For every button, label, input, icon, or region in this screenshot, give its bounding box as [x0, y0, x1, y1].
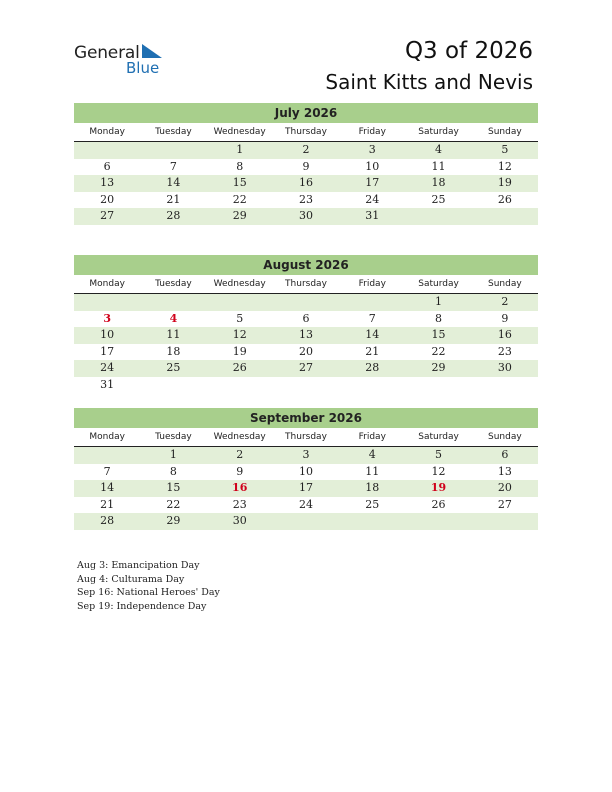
day-cell: 23 [497, 344, 512, 358]
weekday-label: Monday [89, 279, 125, 289]
day-cell: 29 [166, 514, 181, 527]
day-cell [472, 208, 538, 225]
day-cell: 22 [166, 497, 181, 511]
weekday-header-row [74, 276, 538, 294]
weekday-label: Thursday [285, 279, 327, 289]
day-cell: 7 [169, 159, 177, 173]
day-cell: 16 [298, 176, 313, 189]
day-cell: 14 [100, 481, 115, 494]
day-cell: 24 [100, 361, 115, 374]
day-cell: 8 [236, 159, 244, 173]
weekday-label: Sunday [487, 279, 522, 289]
weekday-label: Saturday [418, 127, 459, 137]
day-cell: 2 [236, 448, 244, 461]
day-cell: 6 [103, 159, 111, 173]
day-cell: 27 [100, 209, 115, 222]
day-cell: 19 [497, 176, 512, 189]
day-cell: 10 [365, 159, 380, 173]
page-title: Q3 of 2026 [404, 38, 533, 64]
day-cell: 24 [365, 192, 380, 206]
day-cell: 10 [298, 464, 313, 478]
day-cell [273, 294, 339, 311]
day-cell: 31 [365, 209, 380, 222]
week-row [74, 377, 538, 394]
day-cell: 22 [431, 344, 446, 358]
day-cell: 28 [100, 514, 115, 527]
month-header: July 2026 [74, 103, 538, 123]
day-cell: 11 [431, 159, 446, 173]
day-cell: 26 [431, 497, 446, 511]
week-row [74, 159, 538, 176]
day-cell [472, 377, 538, 394]
day-cell [405, 513, 471, 530]
day-cell: 7 [103, 464, 111, 478]
day-cell: 1 [236, 143, 244, 156]
weekday-label: Tuesday [155, 279, 192, 289]
day-cell: 24 [298, 497, 313, 511]
holiday-notes [77, 559, 220, 613]
day-cell: 25 [166, 361, 181, 374]
day-cell: 18 [365, 481, 380, 494]
weekday-label: Friday [358, 127, 386, 137]
logo-triangle-icon [142, 44, 164, 60]
day-cell: 3 [368, 143, 376, 156]
week-row [74, 142, 538, 159]
day-cell [405, 208, 471, 225]
day-cell: 27 [497, 497, 512, 511]
day-cell: 8 [435, 311, 443, 325]
week-row [74, 175, 538, 192]
week-row [74, 480, 538, 497]
weekday-label: Tuesday [155, 127, 192, 137]
weekday-label: Monday [89, 127, 125, 137]
day-cell [74, 142, 140, 159]
day-cell: 17 [298, 481, 313, 494]
weekday-label: Wednesday [213, 127, 266, 137]
day-cell: 21 [365, 344, 380, 358]
week-row [74, 311, 538, 328]
day-cell: 9 [236, 464, 244, 478]
weekday-header-row [74, 124, 538, 142]
month-header: September 2026 [74, 408, 538, 428]
day-cell: 30 [232, 514, 247, 527]
day-cell: 21 [100, 497, 115, 511]
day-cell [339, 294, 405, 311]
logo [74, 43, 174, 77]
day-cell: 20 [100, 192, 115, 206]
day-cell: 13 [100, 176, 115, 189]
day-cell: 6 [302, 311, 310, 325]
day-cell: 9 [302, 159, 310, 173]
day-cell: 26 [232, 361, 247, 374]
day-cell: 29 [232, 209, 247, 222]
day-cell: 14 [166, 176, 181, 189]
day-cell: 13 [298, 328, 313, 341]
holiday-note: Sep 16: National Heroes' Day [77, 587, 220, 598]
day-cell: 19 [232, 344, 247, 358]
week-row [74, 447, 538, 464]
holiday-note: Aug 3: Emancipation Day [77, 560, 200, 571]
day-cell: 8 [169, 464, 177, 478]
holiday-day-cell: 3 [103, 311, 111, 325]
week-row [74, 208, 538, 225]
weekday-label: Friday [358, 279, 386, 289]
day-cell [140, 377, 206, 394]
day-cell: 30 [497, 361, 512, 374]
week-row [74, 344, 538, 361]
day-cell: 12 [431, 464, 446, 478]
day-cell: 5 [236, 311, 244, 325]
day-cell: 20 [497, 481, 512, 494]
day-cell: 1 [435, 295, 443, 308]
logo-blue-text: Blue [126, 59, 160, 77]
day-cell [140, 294, 206, 311]
day-cell: 2 [302, 143, 310, 156]
day-cell: 7 [368, 311, 376, 325]
month-header: August 2026 [74, 255, 538, 275]
day-cell: 14 [365, 328, 380, 341]
day-cell [339, 377, 405, 394]
day-cell: 10 [100, 328, 115, 341]
day-cell [140, 142, 206, 159]
weekday-label: Sunday [487, 432, 522, 442]
day-cell: 29 [431, 361, 446, 374]
weekday-label: Saturday [418, 279, 459, 289]
day-cell [273, 513, 339, 530]
day-cell: 25 [431, 192, 446, 206]
day-cell [207, 377, 273, 394]
day-cell: 23 [298, 192, 313, 206]
week-row [74, 497, 538, 514]
day-cell: 17 [365, 176, 380, 189]
month-july [74, 103, 538, 225]
day-cell: 15 [166, 481, 181, 494]
day-cell: 18 [431, 176, 446, 189]
day-cell: 31 [100, 377, 115, 391]
month-august [74, 255, 538, 393]
holiday-day-cell: 4 [169, 311, 178, 325]
day-cell: 22 [232, 192, 247, 206]
logo-general-text: General [74, 43, 140, 63]
day-cell [273, 377, 339, 394]
day-cell: 11 [365, 464, 380, 478]
weekday-label: Thursday [285, 432, 327, 442]
weekday-label: Friday [358, 432, 386, 442]
day-cell: 18 [166, 344, 181, 358]
day-cell: 12 [232, 328, 247, 341]
day-cell [339, 513, 405, 530]
holiday-day-cell: 16 [232, 481, 248, 494]
day-cell: 12 [497, 159, 512, 173]
weekday-label: Wednesday [213, 279, 266, 289]
day-cell: 23 [232, 497, 247, 511]
day-cell: 1 [169, 448, 177, 461]
day-cell: 20 [298, 344, 313, 358]
day-cell: 6 [501, 448, 509, 461]
day-cell: 11 [166, 328, 181, 341]
holiday-note: Sep 19: Independence Day [77, 600, 207, 612]
day-cell: 13 [497, 464, 512, 478]
month-september [74, 408, 538, 530]
day-cell: 27 [298, 361, 313, 374]
weekday-label: Saturday [418, 432, 459, 442]
day-cell: 5 [435, 448, 443, 461]
day-cell: 15 [232, 176, 247, 189]
weekday-label: Wednesday [213, 432, 266, 442]
week-row [74, 192, 538, 209]
day-cell: 9 [501, 311, 509, 325]
weekday-label: Monday [89, 432, 125, 442]
day-cell: 28 [365, 361, 380, 374]
weekday-label: Tuesday [155, 432, 192, 442]
day-cell [405, 377, 471, 394]
day-cell [74, 447, 140, 464]
day-cell: 3 [302, 448, 310, 461]
week-row [74, 464, 538, 481]
day-cell: 30 [298, 209, 313, 222]
week-row [74, 360, 538, 377]
day-cell: 15 [431, 328, 446, 341]
day-cell: 25 [365, 497, 380, 511]
day-cell: 26 [497, 192, 512, 206]
day-cell: 4 [368, 448, 376, 461]
day-cell: 17 [100, 344, 115, 358]
week-row [74, 327, 538, 344]
day-cell [207, 294, 273, 311]
holiday-day-cell: 19 [430, 481, 447, 494]
holiday-note: Aug 4: Culturama Day [77, 573, 185, 585]
day-cell: 16 [497, 328, 512, 341]
day-cell: 28 [166, 209, 181, 222]
day-cell [74, 294, 140, 311]
day-cell [472, 513, 538, 530]
day-cell: 5 [501, 143, 509, 156]
day-cell: 21 [166, 192, 181, 206]
day-cell: 4 [435, 143, 443, 156]
weekday-label: Sunday [487, 127, 522, 137]
country-name: Saint Kitts and Nevis [325, 70, 533, 94]
weekday-header-row [74, 429, 538, 447]
week-row [74, 294, 538, 311]
weekday-label: Thursday [285, 127, 327, 137]
week-row [74, 513, 538, 530]
day-cell: 2 [501, 295, 509, 308]
